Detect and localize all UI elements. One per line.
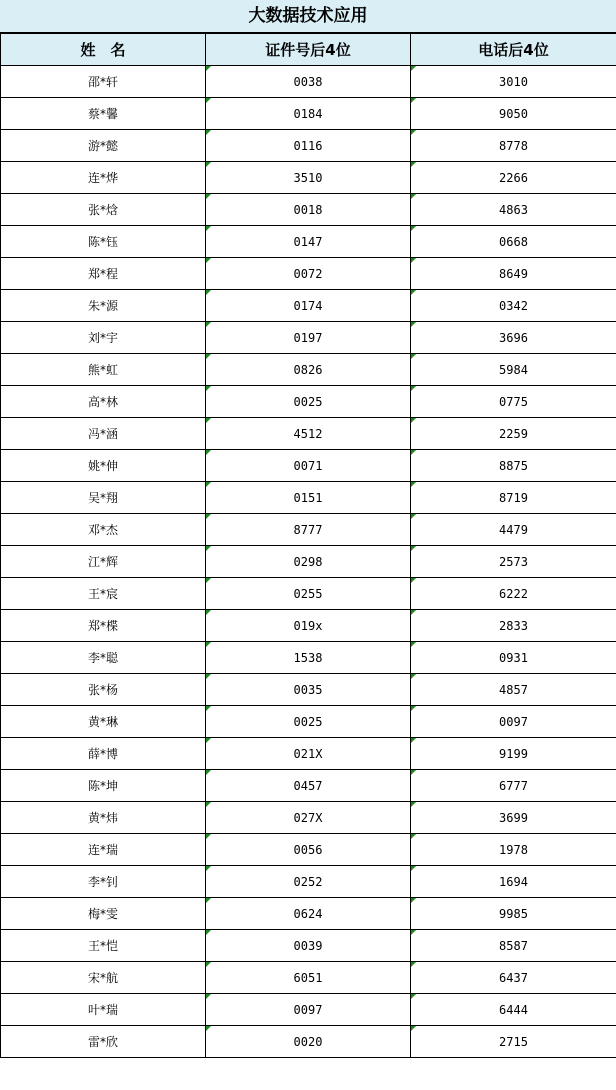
cell-name[interactable]: 王*宸 — [1, 578, 206, 610]
table-row — [1, 1026, 616, 1058]
cell-id-last4[interactable]: 0018 — [206, 194, 411, 226]
cell-id-last4[interactable]: 8777 — [206, 514, 411, 546]
table-row — [1, 642, 616, 674]
cell-id-last4[interactable]: 0025 — [206, 386, 411, 418]
table-row — [1, 930, 616, 962]
cell-id-last4[interactable]: 0116 — [206, 130, 411, 162]
cell-name[interactable]: 陈*钰 — [1, 226, 206, 258]
cell-phone-last4[interactable]: 3696 — [411, 322, 616, 354]
table-row — [1, 98, 616, 130]
header-id-last4[interactable]: 证件号后4位 — [206, 34, 411, 66]
cell-id-last4[interactable]: 0039 — [206, 930, 411, 962]
cell-phone-last4[interactable]: 0668 — [411, 226, 616, 258]
cell-id-last4[interactable]: 0071 — [206, 450, 411, 482]
cell-phone-last4[interactable]: 2715 — [411, 1026, 616, 1058]
cell-id-last4[interactable]: 4512 — [206, 418, 411, 450]
cell-phone-last4[interactable]: 2573 — [411, 546, 616, 578]
table-row — [1, 962, 616, 994]
table-row — [1, 322, 616, 354]
cell-id-last4[interactable]: 027X — [206, 802, 411, 834]
cell-id-last4[interactable]: 021X — [206, 738, 411, 770]
cell-phone-last4[interactable]: 0931 — [411, 642, 616, 674]
cell-phone-last4[interactable]: 3010 — [411, 66, 616, 98]
cell-name[interactable]: 朱*源 — [1, 290, 206, 322]
cell-name[interactable]: 李*钊 — [1, 866, 206, 898]
cell-id-last4[interactable]: 0097 — [206, 994, 411, 1026]
cell-phone-last4[interactable]: 0775 — [411, 386, 616, 418]
cell-id-last4[interactable]: 0151 — [206, 482, 411, 514]
cell-name[interactable]: 梅*雯 — [1, 898, 206, 930]
header-phone-last4[interactable]: 电话后4位 — [411, 34, 616, 66]
cell-name[interactable]: 邓*杰 — [1, 514, 206, 546]
cell-name[interactable]: 叶*瑞 — [1, 994, 206, 1026]
cell-name[interactable]: 雷*欣 — [1, 1026, 206, 1058]
table-row — [1, 162, 616, 194]
cell-name[interactable]: 游*懿 — [1, 130, 206, 162]
cell-id-last4[interactable]: 1538 — [206, 642, 411, 674]
cell-name[interactable]: 连*瑞 — [1, 834, 206, 866]
table-row — [1, 546, 616, 578]
cell-phone-last4[interactable]: 0342 — [411, 290, 616, 322]
cell-name[interactable]: 江*辉 — [1, 546, 206, 578]
cell-id-last4[interactable]: 0035 — [206, 674, 411, 706]
cell-phone-last4[interactable]: 8587 — [411, 930, 616, 962]
table-row — [1, 258, 616, 290]
cell-name[interactable]: 黄*琳 — [1, 706, 206, 738]
table-header-row — [1, 34, 616, 66]
cell-id-last4[interactable]: 0624 — [206, 898, 411, 930]
table-body — [1, 66, 616, 1058]
table-row — [1, 738, 616, 770]
cell-name[interactable]: 蔡*馨 — [1, 98, 206, 130]
header-name[interactable]: 姓 名 — [1, 34, 206, 66]
cell-id-last4[interactable]: 0020 — [206, 1026, 411, 1058]
table-row — [1, 482, 616, 514]
cell-name[interactable]: 薛*博 — [1, 738, 206, 770]
cell-id-last4[interactable]: 0255 — [206, 578, 411, 610]
cell-name[interactable]: 熊*虹 — [1, 354, 206, 386]
cell-name[interactable]: 刘*宇 — [1, 322, 206, 354]
cell-phone-last4[interactable]: 6222 — [411, 578, 616, 610]
cell-phone-last4[interactable]: 9199 — [411, 738, 616, 770]
cell-id-last4[interactable]: 6051 — [206, 962, 411, 994]
table-row — [1, 770, 616, 802]
cell-name[interactable]: 李*聪 — [1, 642, 206, 674]
cell-name[interactable]: 高*林 — [1, 386, 206, 418]
cell-phone-last4[interactable]: 8778 — [411, 130, 616, 162]
cell-name[interactable]: 王*恺 — [1, 930, 206, 962]
table-row — [1, 226, 616, 258]
cell-id-last4[interactable]: 0252 — [206, 866, 411, 898]
cell-phone-last4[interactable]: 1694 — [411, 866, 616, 898]
cell-phone-last4[interactable]: 6437 — [411, 962, 616, 994]
cell-id-last4[interactable]: 019x — [206, 610, 411, 642]
cell-id-last4[interactable]: 0038 — [206, 66, 411, 98]
cell-name[interactable]: 吴*翔 — [1, 482, 206, 514]
table-row — [1, 578, 616, 610]
cell-id-last4[interactable]: 0025 — [206, 706, 411, 738]
cell-name[interactable]: 姚*伸 — [1, 450, 206, 482]
cell-name[interactable]: 张*焓 — [1, 194, 206, 226]
cell-name[interactable]: 郑*楪 — [1, 610, 206, 642]
cell-id-last4[interactable]: 0174 — [206, 290, 411, 322]
table-row — [1, 834, 616, 866]
table-row — [1, 130, 616, 162]
table-row — [1, 386, 616, 418]
cell-id-last4[interactable]: 0826 — [206, 354, 411, 386]
cell-phone-last4[interactable]: 4863 — [411, 194, 616, 226]
cell-phone-last4[interactable]: 2833 — [411, 610, 616, 642]
cell-phone-last4[interactable]: 5984 — [411, 354, 616, 386]
cell-phone-last4[interactable]: 1978 — [411, 834, 616, 866]
cell-phone-last4[interactable]: 8649 — [411, 258, 616, 290]
table-row — [1, 674, 616, 706]
cell-phone-last4[interactable]: 3699 — [411, 802, 616, 834]
table-row — [1, 354, 616, 386]
cell-id-last4[interactable]: 0184 — [206, 98, 411, 130]
table-row — [1, 994, 616, 1026]
cell-name[interactable]: 冯*涵 — [1, 418, 206, 450]
cell-phone-last4[interactable]: 2259 — [411, 418, 616, 450]
table-row — [1, 802, 616, 834]
cell-phone-last4[interactable]: 2266 — [411, 162, 616, 194]
cell-id-last4[interactable]: 0197 — [206, 322, 411, 354]
cell-id-last4[interactable]: 0457 — [206, 770, 411, 802]
cell-id-last4[interactable]: 3510 — [206, 162, 411, 194]
roster-table — [0, 33, 616, 1058]
cell-name[interactable]: 宋*航 — [1, 962, 206, 994]
cell-id-last4[interactable]: 0298 — [206, 546, 411, 578]
cell-name[interactable]: 陈*坤 — [1, 770, 206, 802]
table-row — [1, 866, 616, 898]
table-row — [1, 514, 616, 546]
table-row — [1, 706, 616, 738]
cell-name[interactable]: 郑*程 — [1, 258, 206, 290]
cell-id-last4[interactable]: 0056 — [206, 834, 411, 866]
cell-phone-last4[interactable]: 8875 — [411, 450, 616, 482]
table-row — [1, 66, 616, 98]
cell-name[interactable]: 黄*炜 — [1, 802, 206, 834]
cell-name[interactable]: 连*烨 — [1, 162, 206, 194]
table-row — [1, 290, 616, 322]
cell-name[interactable]: 邵*轩 — [1, 66, 206, 98]
sheet-title: 大数据技术应用 — [0, 0, 616, 33]
table-row — [1, 610, 616, 642]
cell-name[interactable]: 张*杨 — [1, 674, 206, 706]
cell-phone-last4[interactable]: 4479 — [411, 514, 616, 546]
cell-phone-last4[interactable]: 6777 — [411, 770, 616, 802]
table-row — [1, 418, 616, 450]
cell-id-last4[interactable]: 0147 — [206, 226, 411, 258]
cell-phone-last4[interactable]: 9985 — [411, 898, 616, 930]
cell-id-last4[interactable]: 0072 — [206, 258, 411, 290]
cell-phone-last4[interactable]: 4857 — [411, 674, 616, 706]
cell-phone-last4[interactable]: 6444 — [411, 994, 616, 1026]
cell-phone-last4[interactable]: 0097 — [411, 706, 616, 738]
table-row — [1, 194, 616, 226]
table-row — [1, 898, 616, 930]
table-row — [1, 450, 616, 482]
cell-phone-last4[interactable]: 8719 — [411, 482, 616, 514]
cell-phone-last4[interactable]: 9050 — [411, 98, 616, 130]
